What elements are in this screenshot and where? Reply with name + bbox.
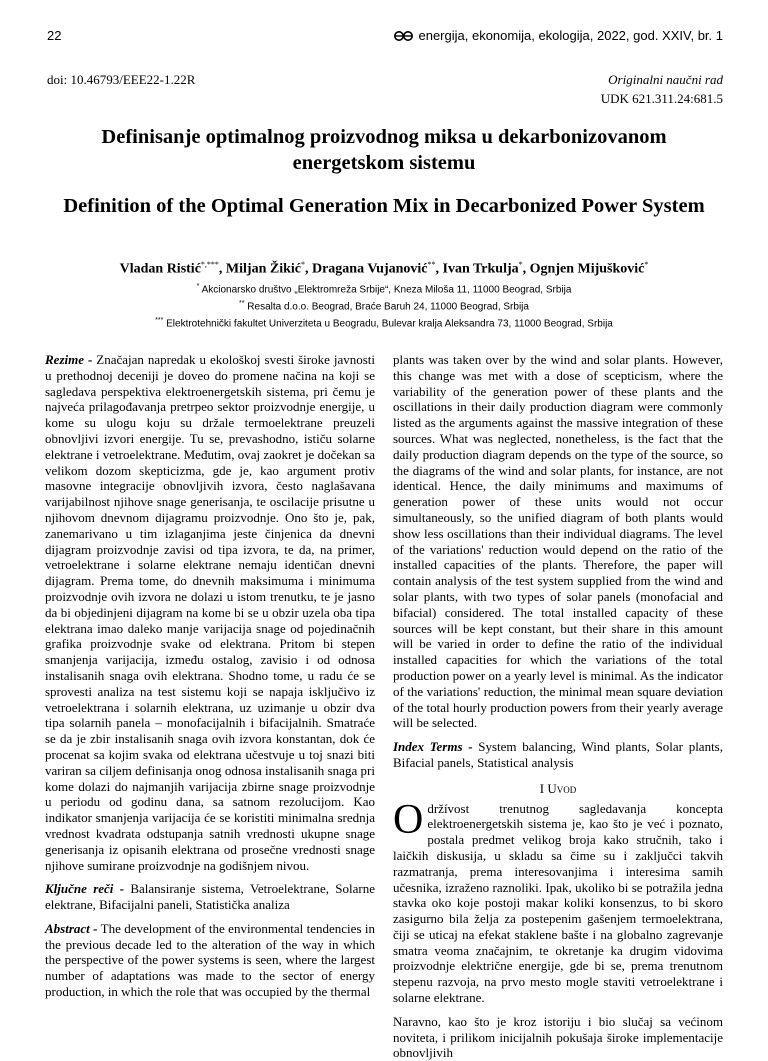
affiliation: * Akcionarsko društvo „Elektromreža Srbije“, Kneza Miloša 11, 11000 Beograd, Srbija: [196, 283, 572, 296]
index-terms-text: System balancing, Wind plants, Solar plants, Bifacial panels, Statistical analysis: [393, 739, 723, 770]
right-column: [393, 352, 723, 1061]
author-name: Ognjen Mijušković: [529, 261, 645, 277]
journal-info: energija, ekonomija, ekologija, 2022, god. XXIV, br. 1: [418, 28, 723, 43]
kljucne-reci-label: Ključne reči -: [45, 881, 125, 897]
doi: doi: 10.46793/EEE22-1.22R: [47, 72, 196, 87]
index-terms: [393, 739, 723, 771]
section-heading: I Uvod: [539, 780, 577, 796]
left-column: [45, 352, 375, 1000]
affiliation: ** Resalta d.o.o. Beograd, Braće Baruh 24, 11000 Beograd, Srbija: [239, 299, 529, 313]
abstract-text-left: The development of the environmental tendencies in the previous decade led to the alteration of the way in which the perspective of the power systems is seen, where the largest number of adaptations was made to the sector of energy production, in which the role that was occupied by the thermal: [45, 920, 375, 1000]
title-serbian: Definisanje optimalnog proizvodnog miksa u dekarbonizovanom energetskom sistemu: [101, 126, 667, 174]
abstract-continued: plants was taken over by the wind and solar plants. However, this change was met with a dose of scepticism, where the variability of the generation power of these plants and the oscillations in their daily production diagram were commonly listed as the arguments against the massive integration of these sources. What was neglected, nonetheless, is the fact that the daily production diagram depends on the type of the source, so the diagrams of the wind and solar plants, for instance, are not identical. Hence, the daily minimums and maximums of generation power of these units would not occur simultaneously, so the unified diagram of both plants would show less oscillations than their individual diagrams. The level of the variations' reduction would depend on the ratio of the installed capacities of the plants. Therefore, the paper will contain analysis of the test system supplied from the wind and solar plants, with two types of solar panels (monofacial and bifacial) considered. The total installed capacity of these sources will be kept constant, but their share in this amount will be varied in order to define the ratio of the individual installed capacities for which the variations of the total production power on a yearly level is minimal. As the indicator of the variations' reduction, the minimal mean square deviation of the total hourly production powers from their yearly average will be selected.: [393, 352, 723, 731]
running-header: [394, 28, 723, 43]
title-english: Definition of the Optimal Generation Mix in Decarbonized Power System: [63, 195, 705, 217]
kljucne-reci: [45, 881, 375, 913]
affiliations: [40, 280, 728, 330]
rezime-label: Rezime -: [45, 352, 93, 367]
author-name: Vladan Ristić: [119, 261, 201, 277]
intro-paragraph-2: Naravno, kao što je kroz istoriju i bio slučaj sa većinom noviteta, i prilikom inicijalnih pokušaja široke implementacije obnovljivih: [393, 1013, 723, 1061]
abstract-label: Abstract -: [45, 920, 98, 936]
journal-logo-icon: [394, 30, 414, 42]
abstract: [45, 921, 375, 1000]
page-number: 22: [47, 28, 62, 43]
rezime: [45, 352, 375, 873]
intro-paragraph-1: Održívost trenutnog sagledavanja koncepta elektroenergetskih sistema je, kao što je već i poznato, postala predmet velikog broja kako stručnih, tako i laičkih diskusija, u skladu sa čime su i zaključci takvih razmatranja, prema interesovanjima i interesima samih učesnika, izraženo raznoliki. Ipak, ukoliko bi se potražila jedna stavka oko koje postoji makar koliki konsenzus, to bi skoro zasigurno bila želja za postepenim gašenjem termoelektrana, čiji se uticaj na efekat staklene bašte i na globalno zagrevanje smatra veoma značajnim, te okretanje ka drugim vidovima proizvodnje električne energije, gde bi se, prema trenutnom stepenu razvoja, na prvo mesto mogle staviti vetroelektrane i solarne elektrane.: [393, 796, 723, 1006]
udk: UDK 621.311.24:681.5: [600, 91, 723, 106]
author-mark: **: [427, 260, 436, 269]
kljucne-reci-text: Balansiranje sistema, Vetroelektrane, Solarne elektrane, Bifacijalni paneli, Statistička analiza: [45, 881, 376, 913]
rezime-text: Značajan napredak u ekološkoj svesti široke javnosti u prethodnoj deceniji je doveo do promene načina na koji se sagledava perspektiva elektroenergetskih sistema, pri čemu je najveća prilagođavanja pretrpeo sektor proizvodnje energije, u kome su ulogu koju su držale termoelektrane preuzeli obnovljivi izvori energije. Tu se, prevashodno, ističu solarne elektrane i vetroelektrane. Međutim, ovaj zaokret je dočekan sa velikom dozom skepticizma, gde je, kao argument protiv masovne integracije obnovljivih izvora, često naglašavana varijabilnost njihove snage generisanja, te oscilacije prisutne u njihovom dnevnom dijagramu proizvodnje. Ono što je, pak, zanemarivano u tim izlaganjima jeste činjenica da dnevni dijagram proizvodnje zavisi od tipa izvora, te da, na primer, vetroelektrane i solarne elektrane nemaju identičan dnevni dijagram. Prema tome, do dnevnih maksimuma i minimuma proizvodnje ovih izvora ne dolazi u istom trenutku, te je jasno da bi objedinjeni dijagram na kome bi se u obzir uzela oba tipa elektrana imao daleko manje varijacija snage od pojedinačnih grafika proizvodnje svake od elektrana. Pritom bi stepen smanjenja varijacija, između ostalog, zavisio i od odnosa instalisanih snaga ovih elektrana. Shodno tome, u radu će se sprovesti analiza na test sistemu koji se napaja isključivo iz vetroelektrana i solarnih elektrana, uz uzimanje u obzir dva tipa solarnih panela – monofacijalnih i bifacijalnih. Smatraće se da je zbir instalisanih snaga ovih izvora konstantan, dok će procenat sa kojim svaka od elektrana učestvuje u toj snazi biti variran sa ciljem definisanja onog odnosa instalisanih snaga pri kome dolazi do najmanjih varijacija zbirne snage proizvodnje u periodu od godinu dana, sa satnom rezolucijom. Kao indikator smanjenja varijacija će se koristiti minimalna srednja vrednost kvadrata odstupanja satnih vrednosti ukupne snage generisanja iz opisanih elektrana od prosečne vrednosti snage njihove sumirane proizvodnje na godišnjem nivou.: [45, 352, 376, 873]
article-type: Originalni naučni rad: [608, 72, 723, 87]
affiliation: *** Elektrotehnički fakultet Univerziteta u Beogradu, Bulevar kralja Aleksandra 73, 11000 Beograd, Srbija: [155, 316, 613, 329]
author-name: Ivan Trkulja: [442, 261, 519, 277]
author-mark: *: [518, 260, 523, 269]
author-name: Dragana Vujanović: [311, 261, 428, 277]
authors: Vladan Ristić*,***, Miljan Žikić*, Dragana Vujanović**, Ivan Trkulja*, Ognjen Mijušković*: [119, 260, 649, 277]
author-name: Miljan Žikić: [225, 261, 301, 277]
author-mark: *: [300, 260, 305, 269]
dropcap: O: [393, 796, 424, 843]
author-mark: *,***: [200, 260, 219, 269]
index-terms-label: Index Terms -: [393, 739, 473, 755]
author-mark: *: [644, 260, 649, 269]
